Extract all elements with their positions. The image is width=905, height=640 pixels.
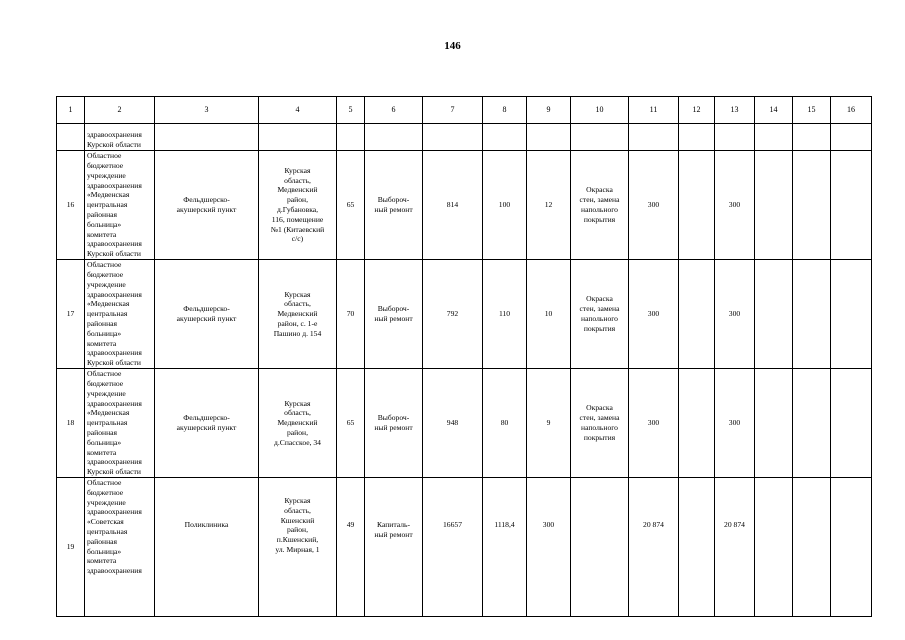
table-cell (793, 151, 831, 260)
work-description-cell (571, 478, 629, 617)
table-cell (679, 124, 715, 151)
table-cell: 300 (715, 369, 755, 478)
column-header: 14 (755, 97, 793, 124)
table-cell: 100 (483, 151, 527, 260)
table-cell: 20 874 (629, 478, 679, 617)
column-header: 11 (629, 97, 679, 124)
table-cell: 65 (337, 369, 365, 478)
organization-cell: Областное бюджетное учреждение здравоохранения «Советская центральная районная больница» комитета здравоохранения (85, 478, 155, 617)
table-cell (679, 369, 715, 478)
column-header: 3 (155, 97, 259, 124)
table-cell (831, 369, 872, 478)
table-cell (259, 124, 337, 151)
page-number: 146 (444, 40, 461, 52)
column-header: 12 (679, 97, 715, 124)
table-row (57, 478, 872, 617)
table-cell: 65 (337, 151, 365, 260)
table-cell (679, 478, 715, 617)
work-description-cell: Окраска стен, замена напольного покрытия (571, 151, 629, 260)
table-cell: 814 (423, 151, 483, 260)
table-cell (755, 260, 793, 369)
table-cell: 16657 (423, 478, 483, 617)
column-header: 15 (793, 97, 831, 124)
address-cell: Курская область, Медвенский район, с. 1-е Пашино д. 154 (259, 260, 337, 369)
table-cell (793, 124, 831, 151)
table-cell (571, 124, 629, 151)
table-cell (793, 260, 831, 369)
address-cell: Курская область, Кшенский район, п.Кшенский, ул. Мирная, 1 (259, 478, 337, 617)
table-cell: 9 (527, 369, 571, 478)
table-cell (755, 151, 793, 260)
table-cell (793, 369, 831, 478)
table-row (57, 369, 872, 478)
column-header: 2 (85, 97, 155, 124)
table-cell: 20 874 (715, 478, 755, 617)
table-cell (831, 151, 872, 260)
table-cell: 110 (483, 260, 527, 369)
repair-table (56, 96, 872, 617)
table-cell (527, 124, 571, 151)
table-cell (755, 369, 793, 478)
table-cell (793, 478, 831, 617)
table-cell (755, 478, 793, 617)
column-header: 4 (259, 97, 337, 124)
table-cell: 1118,4 (483, 478, 527, 617)
table-cell: 300 (715, 151, 755, 260)
table-cell (679, 260, 715, 369)
work-type-cell: Выбороч- ный ремонт (365, 151, 423, 260)
table-cell: 300 (715, 260, 755, 369)
address-cell: Курская область, Медвенский район, д.Губановка, 116, помещение №1 (Китаевский с/с) (259, 151, 337, 260)
table-cell: 80 (483, 369, 527, 478)
row-number: 19 (57, 478, 85, 617)
work-type-cell: Выбороч- ный ремонт (365, 260, 423, 369)
column-header: 6 (365, 97, 423, 124)
column-header: 10 (571, 97, 629, 124)
table-cell: 792 (423, 260, 483, 369)
table-cell (831, 124, 872, 151)
facility-type-cell: Фельдшерско- акушерский пункт (155, 151, 259, 260)
table-cell (629, 124, 679, 151)
work-type-cell: Выбороч- ный ремонт (365, 369, 423, 478)
table-cell: 10 (527, 260, 571, 369)
facility-type-cell: Фельдшерско- акушерский пункт (155, 369, 259, 478)
facility-type-cell: Фельдшерско- акушерский пункт (155, 260, 259, 369)
continuation-row (57, 124, 872, 151)
organization-cell: Областное бюджетное учреждение здравоохранения «Медвенская центральная районная больница» комитета здравоохранения Курской области (85, 151, 155, 260)
column-header: 9 (527, 97, 571, 124)
table-cell: 948 (423, 369, 483, 478)
table-cell (155, 124, 259, 151)
table-cell: 300 (629, 260, 679, 369)
table-cell (755, 124, 793, 151)
work-description-cell: Окраска стен, замена напольного покрытия (571, 369, 629, 478)
table-cell (831, 478, 872, 617)
organization-cell: здравоохранения Курской области (85, 124, 155, 151)
table-cell: 300 (527, 478, 571, 617)
facility-type-cell: Поликлиника (155, 478, 259, 617)
table-cell (483, 124, 527, 151)
header-row (57, 97, 872, 124)
organization-cell: Областное бюджетное учреждение здравоохранения «Медвенская центральная районная больница» комитета здравоохранения Курской области (85, 369, 155, 478)
row-number: 18 (57, 369, 85, 478)
table-cell (715, 124, 755, 151)
table-cell (365, 124, 423, 151)
column-header: 16 (831, 97, 872, 124)
address-cell: Курская область, Медвенский район, д.Спасское, 34 (259, 369, 337, 478)
table-row (57, 151, 872, 260)
table-cell: 49 (337, 478, 365, 617)
table-cell: 300 (629, 151, 679, 260)
column-header: 5 (337, 97, 365, 124)
column-header: 7 (423, 97, 483, 124)
organization-cell: Областное бюджетное учреждение здравоохранения «Медвенская центральная районная больница» комитета здравоохранения Курской области (85, 260, 155, 369)
table-cell: 12 (527, 151, 571, 260)
table-cell (679, 151, 715, 260)
work-description-cell: Окраска стен, замена напольного покрытия (571, 260, 629, 369)
table-cell (831, 260, 872, 369)
table-cell (57, 124, 85, 151)
column-header: 1 (57, 97, 85, 124)
table-cell: 300 (629, 369, 679, 478)
column-header: 13 (715, 97, 755, 124)
row-number: 17 (57, 260, 85, 369)
row-number: 16 (57, 151, 85, 260)
table-row (57, 260, 872, 369)
column-header: 8 (483, 97, 527, 124)
work-type-cell: Капиталь- ный ремонт (365, 478, 423, 617)
table-cell: 70 (337, 260, 365, 369)
table-cell (423, 124, 483, 151)
table-cell (337, 124, 365, 151)
